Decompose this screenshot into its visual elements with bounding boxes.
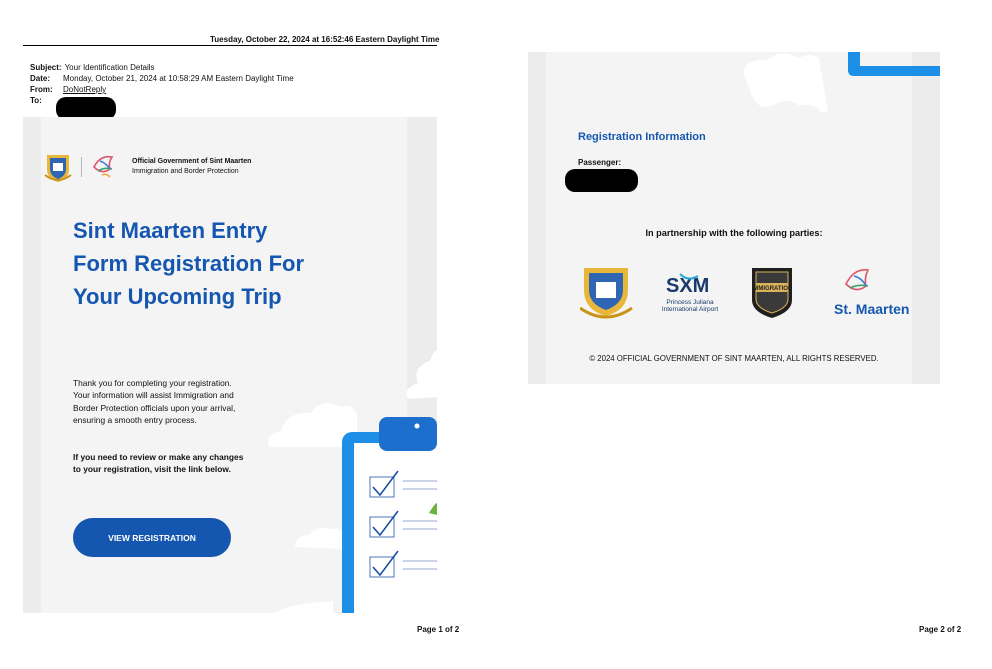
airport-name-1: Princess Juliana xyxy=(666,299,714,306)
top-decoration xyxy=(528,52,940,112)
date-value: Monday, October 21, 2024 at 10:58:29 AM Eastern Daylight Time xyxy=(63,74,294,83)
header-rule xyxy=(23,45,437,46)
copyright-text: © 2024 OFFICIAL GOVERNMENT OF SINT MAARTEN, ALL RIGHTS RESERVED. xyxy=(589,354,879,363)
partner-logos xyxy=(580,264,910,319)
date-label: Date: xyxy=(30,74,51,83)
hero-title: Sint Maarten Entry Form Registration For Your Upcoming Trip xyxy=(73,218,305,309)
page-2-footer: Page 2 of 2 xyxy=(919,625,962,634)
sxm-mark: SXM xyxy=(666,275,710,297)
logo-divider xyxy=(81,157,82,177)
immigration-badge-logo xyxy=(752,268,793,318)
registration-title: Registration Information xyxy=(578,131,706,143)
subject-label: Subject: xyxy=(30,63,62,72)
body-text: Thank you for completing your registration. Your information will assist Immigration and Border Protection officials upon your arrival, ensuring a smooth entry process. xyxy=(73,378,236,425)
date-row xyxy=(30,73,294,84)
redacted-passenger xyxy=(565,169,638,192)
from-row xyxy=(30,84,294,95)
page-1-footer: Page 1 of 2 xyxy=(417,625,460,634)
sxm-airport-logo xyxy=(662,274,719,313)
print-date: Tuesday, October 22, 2024 at 16:52:46 Eastern Daylight Time xyxy=(210,35,440,44)
header-logos xyxy=(43,151,251,183)
email-page-1 xyxy=(23,117,437,613)
email-page-2 xyxy=(528,52,940,384)
tourism-bird-icon xyxy=(90,153,118,181)
passenger-label: Passenger: xyxy=(578,158,622,167)
from-label: From: xyxy=(30,85,53,94)
subject-row xyxy=(30,62,294,73)
immigration-badge-text: IMMIGRATION xyxy=(751,286,793,292)
body-instruction: If you need to review or make any changes to your registration, visit the link below. xyxy=(73,452,244,475)
partner-heading: In partnership with the following parties: xyxy=(645,228,823,238)
coat-of-arms-icon xyxy=(43,151,73,183)
org-name: Official Government of Sint Maarten xyxy=(132,158,252,165)
subject-value: Your Identification Details xyxy=(64,63,155,72)
airport-name-2: International Airport xyxy=(661,306,719,313)
view-registration-button[interactable]: VIEW REGISTRATION xyxy=(73,518,231,557)
from-value[interactable]: DoNotReply xyxy=(63,85,107,94)
st-maarten-logo xyxy=(834,270,909,317)
to-label: To: xyxy=(30,96,42,105)
st-maarten-wordmark: St. Maarten xyxy=(834,301,910,317)
org-dept: Immigration and Border Protection xyxy=(132,168,239,175)
org-text xyxy=(132,157,251,177)
coat-of-arms-logo xyxy=(580,268,632,317)
